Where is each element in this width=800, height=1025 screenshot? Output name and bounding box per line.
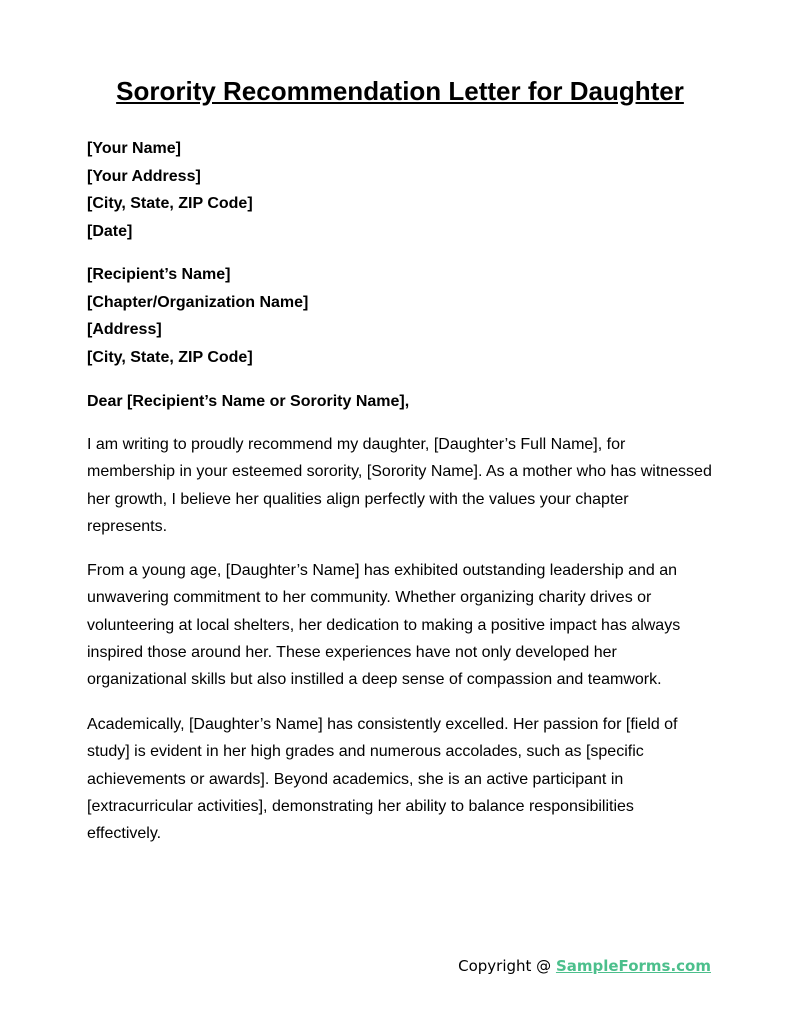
paragraph-text: From a young age, [Daughter’s Name] has exhibited outstanding leadership and an unwavering commitment to her community. Whether organizing charity drives or volunteering at local shelters, her dedication to making a positive impact has always inspired those around her. These experiences have not only developed her organizational skills but also instilled a deep sense of compassion and teamwork.	[87, 562, 681, 689]
copyright-footer	[458, 957, 711, 975]
sender-city: [City, State, ZIP Code]	[87, 195, 253, 212]
body-paragraph-3	[87, 711, 712, 847]
salutation: Dear [Recipient’s Name or Sorority Name],	[87, 393, 410, 410]
recipient-org: [Chapter/Organization Name]	[87, 293, 309, 311]
copyright-text: Copyright @	[458, 957, 556, 975]
sampleforms-link[interactable]: SampleForms.com	[555, 957, 711, 975]
sender-address	[87, 135, 712, 245]
recipient-address	[87, 261, 712, 371]
body-paragraph-1	[87, 431, 712, 540]
sender-name: [Your Name]	[87, 140, 181, 157]
recipient-name: [Recipient’s Name]	[87, 266, 231, 283]
sender-address-line: [Your Address]	[87, 167, 201, 185]
paragraph-text: Academically, [Daughter’s Name] has consistently excelled. Her passion for [field of study] is evident in her high grades and numerous accolades, such as [specific achievements or awards]. Beyond academics, she is an active participant in [extracurricular activities], demonstrating her ability to balance responsibilities effectively.	[87, 716, 678, 843]
recipient-address-line: [Address]	[87, 321, 162, 338]
sender-date: [Date]	[87, 222, 133, 240]
recipient-city: [City, State, ZIP Code]	[87, 348, 253, 366]
paragraph-text: I am writing to proudly recommend my daughter, [Daughter’s Full Name], for membership in your esteemed sorority, [Sorority Name]. As a mother who has witnessed her growth, I believe her qualities align perfectly with the values your chapter represents.	[87, 436, 712, 535]
body-paragraph-2	[87, 557, 712, 693]
page-title: Sorority Recommendation Letter for Daughter	[116, 76, 684, 106]
